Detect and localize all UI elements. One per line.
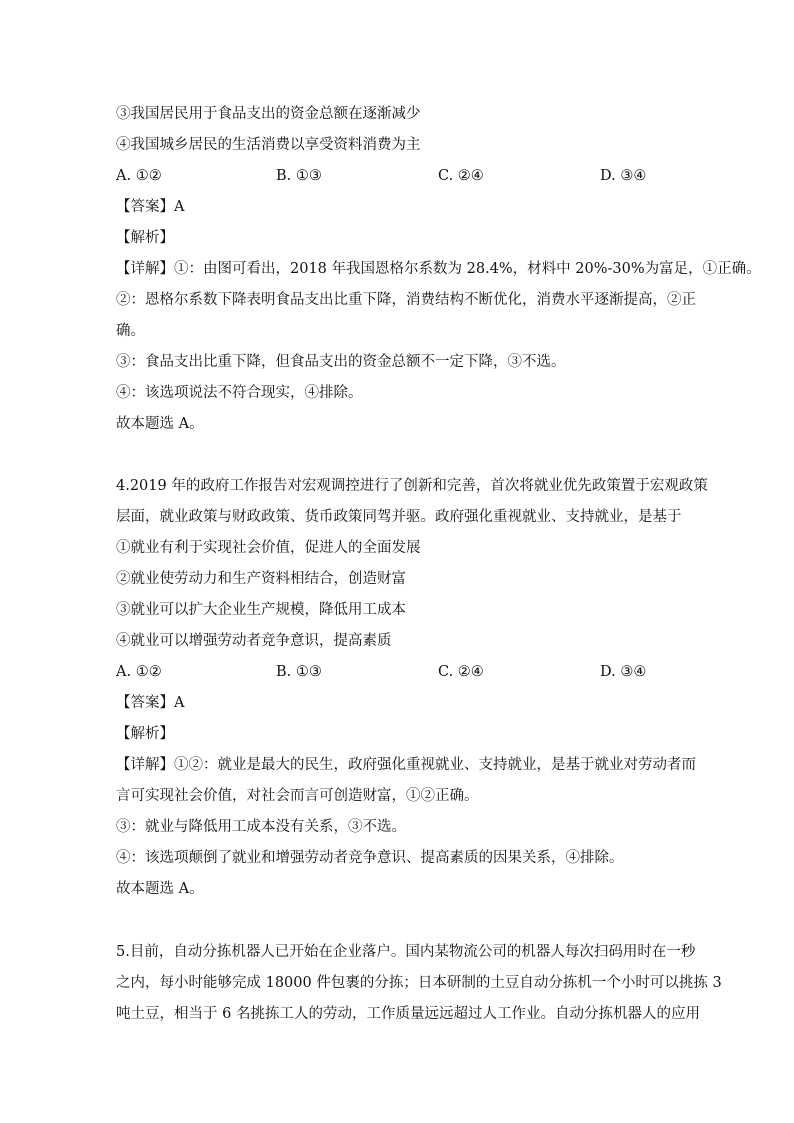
q5-stem-cont-2: 吨土豆，相当于 6 名挑拣工人的劳动，工作质量远远超过人工作业。自动分拣机器人的应用 <box>116 1006 700 1022</box>
q4-statement-4: ④就业可以增强劳动者竞争意识，提高素质 <box>116 633 392 649</box>
q4-answer: 【答案】A <box>116 695 185 711</box>
q3-options <box>116 166 686 186</box>
q4-option-b: B. ①③ <box>276 664 322 680</box>
q4-statement-3: ③就业可以扩大企业生产规模，降低用工成本 <box>116 602 406 618</box>
q3-statement-3: ③我国居民用于食品支出的资金总额在逐渐减少 <box>116 106 421 122</box>
q4-detail-3: ③：就业与降低用工成本没有关系，③不选。 <box>116 819 406 835</box>
q4-stem: 4.2019 年的政府工作报告对宏观调控进行了创新和完善，首次将就业优先政策置于宏观政策 <box>116 478 708 494</box>
q3-conclusion: 故本题选 A。 <box>116 416 204 432</box>
q4-detail-1-cont: 言可实现社会价值，对社会而言可创造财富，①②正确。 <box>116 788 479 804</box>
q3-answer: 【答案】A <box>116 199 185 215</box>
q4-statement-2: ②就业使劳动力和生产资料相结合，创造财富 <box>116 571 406 587</box>
q4-options <box>116 662 686 682</box>
q4-detail-4: ④：该选项颠倒了就业和增强劳动者竞争意识、提高素质的因果关系，④排除。 <box>116 850 624 866</box>
q4-option-d: D. ③④ <box>600 664 647 680</box>
q3-option-a: A. ①② <box>116 168 162 184</box>
q3-option-c: C. ②④ <box>438 168 484 184</box>
q3-detail-1: 【详解】①：由图可看出，2018 年我国恩格尔系数为 28.4%，材料中 20%-30%为富足，①正确。 <box>116 261 761 277</box>
q4-conclusion: 故本题选 A。 <box>116 881 204 897</box>
q4-detail-1: 【详解】①②：就业是最大的民生，政府强化重视就业、支持就业，是基于就业对劳动者而 <box>116 757 696 773</box>
q3-option-b: B. ①③ <box>276 168 322 184</box>
q3-statement-4: ④我国城乡居民的生活消费以享受资料消费为主 <box>116 137 421 153</box>
q3-analysis-heading: 【解析】 <box>116 230 174 246</box>
q3-detail-2: ②：恩格尔系数下降表明食品支出比重下降，消费结构不断优化，消费水平逐渐提高，②正 <box>116 292 696 308</box>
q3-option-d: D. ③④ <box>600 168 647 184</box>
q4-analysis-heading: 【解析】 <box>116 726 174 742</box>
q4-stem-cont: 层面，就业政策与财政政策、货币政策同驾并驱。政府强化重视就业、支持就业，是基于 <box>116 509 682 525</box>
q4-option-c: C. ②④ <box>438 664 484 680</box>
q3-detail-4: ④：该选项说法不符合现实，④排除。 <box>116 385 363 401</box>
q4-option-a: A. ①② <box>116 664 162 680</box>
q5-stem-cont-1: 之内，每小时能够完成 18000 件包裹的分拣；日本研制的土豆自动分拣机一个小时可以挑拣 3 <box>116 975 722 991</box>
q5-stem: 5.目前，自动分拣机器人已开始在企业落户。国内某物流公司的机器人每次扫码用时在一秒 <box>116 944 696 960</box>
q4-statement-1: ①就业有利于实现社会价值，促进人的全面发展 <box>116 540 421 556</box>
q3-detail-2-cont: 确。 <box>116 323 145 339</box>
q3-detail-3: ③：食品支出比重下降，但食品支出的资金总额不一定下降，③不选。 <box>116 354 566 370</box>
